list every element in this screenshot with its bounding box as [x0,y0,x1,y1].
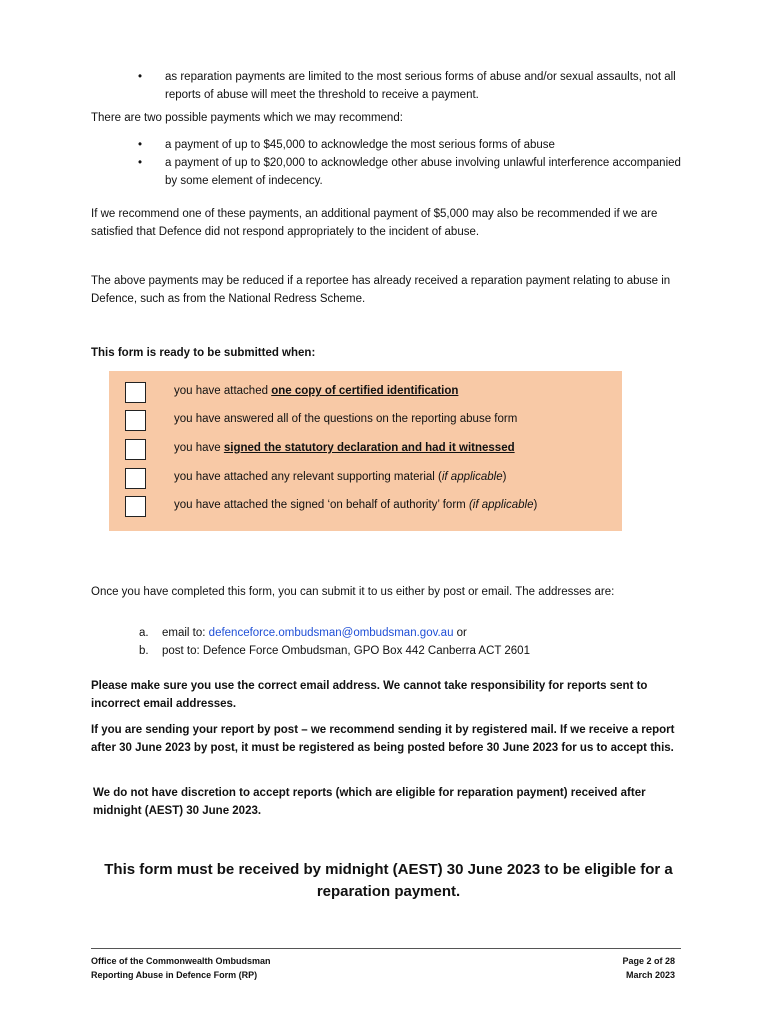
discretion-warning: We do not have discretion to accept reports (which are eligible for reparation payment) received after midnight (AEST) 30 June 2023. [93,787,646,817]
footer-left [91,954,271,982]
checklist-row [109,382,622,406]
checkbox[interactable] [125,382,146,403]
list-item: • a payment of up to $45,000 to acknowledge the most serious forms of abuse [138,139,555,151]
bullet-text: a payment of up to $45,000 to acknowledge the most serious forms of abuse [165,139,555,151]
footer-org: Office of the Commonwealth Ombudsman [91,956,271,966]
payment-bullet-list [91,136,686,190]
email-link[interactable]: defenceforce.ombudsman@ombudsman.gov.au [208,627,454,639]
checkbox[interactable] [125,496,146,517]
additional-payment-paragraph: If we recommend one of these payments, an additional payment of $5,000 may also be recommended if we are satisfied that Defence did not respond appropriately to the incident of abuse. [91,208,658,238]
footer-divider [91,948,681,949]
intro-bullet-list [91,68,686,104]
checklist-text: you have answered all of the questions on the reporting abuse form [174,413,518,425]
list-item: a. email to: defenceforce.ombudsman@ombudsman.gov.au or [139,627,467,639]
footer-date: March 2023 [625,970,675,980]
page-number: Page 2 of 28 [622,956,675,966]
checklist-row [109,410,622,434]
checklist-row [109,439,622,463]
submission-checklist [109,371,622,531]
checklist-row [109,496,622,520]
email-warning: Please make sure you use the correct email address. We cannot take responsibility for reports sent to incorrect email addresses. [91,680,648,710]
list-item: • as reparation payments are limited to the most serious forms of abuse and/or sexual assaults, not all reports of abuse will meet the threshold to receive a payment. [138,71,676,101]
checkbox[interactable] [125,468,146,489]
bullet-text: as reparation payments are limited to the most serious forms of abuse and/or sexual assaults, not all reports of abuse will meet the threshold to receive a payment. [165,71,676,101]
payments-intro: There are two possible payments which we may recommend: [91,112,403,124]
list-item: b. post to: Defence Force Ombudsman, GPO Box 442 Canberra ACT 2601 [139,645,530,657]
checklist-row [109,468,622,492]
list-item: • a payment of up to $20,000 to acknowledge other abuse involving unlawful interference accompanied by some element of indecency. [138,157,681,187]
post-warning: If you are sending your report by post – we recommend sending it by registered mail. If we receive a report after 30 June 2023 by post, it must be registered as being posted before 30 June 2023 for us to accept this. [91,724,675,754]
checklist-text: you have attached the signed ‘on behalf of authority’ form (if applicable) [174,499,538,511]
footer-form: Reporting Abuse in Defence Form (RP) [91,970,258,980]
address-list [91,624,686,660]
checklist-heading: This form is ready to be submitted when: [91,347,316,359]
reduction-paragraph: The above payments may be reduced if a reportee has already received a reparation payment relating to abuse in Defence, such as from the National Redress Scheme. [91,275,671,305]
checklist-text: you have attached any relevant supporting material (if applicable) [174,471,507,483]
bullet-text: a payment of up to $20,000 to acknowledge other abuse involving unlawful interference accompanied by some element of indecency. [165,157,681,187]
checkbox[interactable] [125,439,146,460]
checklist-text: you have attached one copy of certified identification [174,385,459,397]
deadline-notice: This form must be received by midnight (AEST) 30 June 2023 to be eligible for a reparation payment. [104,861,673,900]
checkbox[interactable] [125,410,146,431]
submit-intro: Once you have completed this form, you can submit it to us either by post or email. The addresses are: [91,586,615,598]
footer-right [622,954,675,982]
checklist-text: you have signed the statutory declaration and had it witnessed [174,442,515,454]
